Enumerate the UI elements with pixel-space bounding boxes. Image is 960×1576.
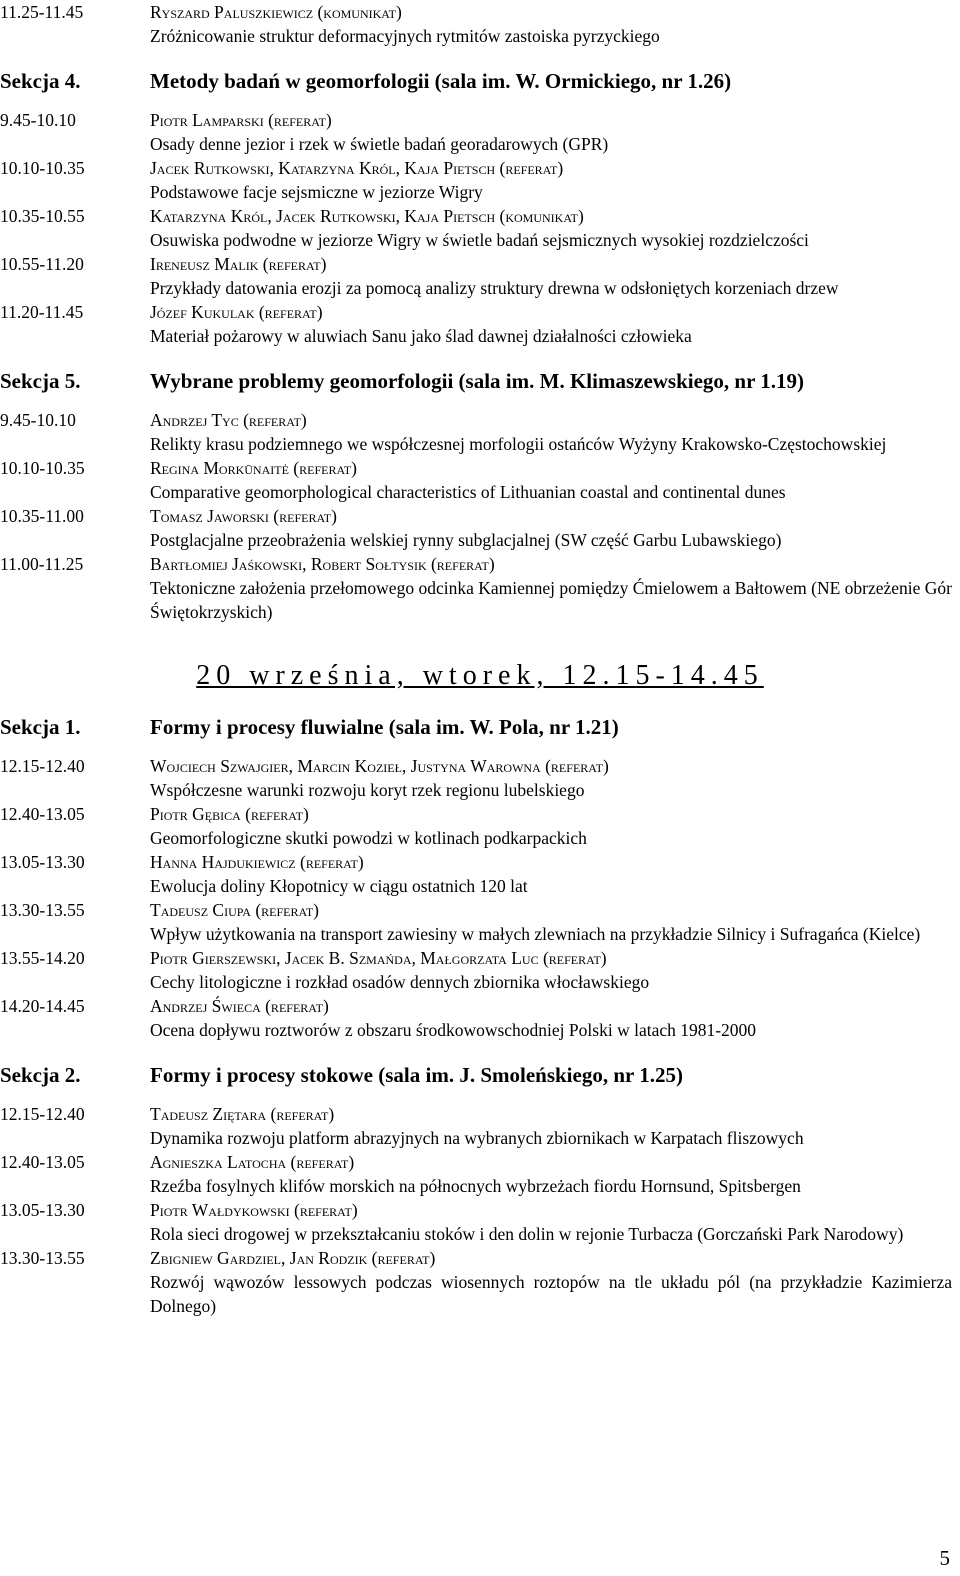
entry-title: Współczesne warunki rozwoju koryt rzek regionu lubelskiego bbox=[150, 780, 585, 800]
section-number: Sekcja 5. bbox=[0, 369, 81, 393]
entry-time: 13.05-13.30 bbox=[0, 1200, 85, 1220]
program-entry bbox=[0, 0, 960, 48]
section-number: Sekcja 4. bbox=[0, 69, 81, 93]
section-name: Metody badań w geomorfologii (sala im. W. Ormickiego, nr 1.26) bbox=[150, 69, 732, 93]
block-2 bbox=[0, 366, 960, 624]
entry-author: Katarzyna Król, Jacek Rutkowski, Kaja Pietsch (komunikat) bbox=[150, 206, 584, 226]
entry-author: Jacek Rutkowski, Katarzyna Król, Kaja Pietsch (referat) bbox=[150, 158, 564, 178]
entry-title: Postglacjalne przeobrażenia welskiej rynny subglacjalnej (SW część Garbu Lubawskiego) bbox=[150, 530, 782, 550]
entry-author: Tadeusz Ciupa (referat) bbox=[150, 900, 320, 920]
entry-time: 9.45-10.10 bbox=[0, 110, 76, 130]
entry-title: Materiał pożarowy w aluwiach Sanu jako ślad dawnej działalności człowieka bbox=[150, 326, 692, 346]
program-entry bbox=[0, 204, 960, 252]
block-4 bbox=[0, 1060, 960, 1318]
entry-author: Tadeusz Ziętara (referat) bbox=[150, 1104, 335, 1124]
entry-time: 10.35-10.55 bbox=[0, 206, 85, 226]
day-header-text: 20 września, wtorek, 12.15-14.45 bbox=[196, 660, 764, 691]
entry-time: 11.20-11.45 bbox=[0, 302, 84, 322]
entry-author: Andrzej Tyc (referat) bbox=[150, 410, 307, 430]
entry-time: 12.15-12.40 bbox=[0, 1104, 85, 1124]
entry-time: 14.20-14.45 bbox=[0, 996, 85, 1016]
entry-time: 9.45-10.10 bbox=[0, 410, 76, 430]
entry-title: Osuwiska podwodne w jeziorze Wigry w świetle badań sejsmicznych wysokiej rozdzielczości bbox=[150, 230, 809, 250]
program-entry bbox=[0, 946, 960, 994]
program-entry bbox=[0, 1198, 960, 1246]
entry-author: Piotr Gierszewski, Jacek B. Szmańda, Małgorzata Luc (referat) bbox=[150, 948, 607, 968]
section-name: Formy i procesy stokowe (sala im. J. Smoleńskiego, nr 1.25) bbox=[150, 1063, 683, 1087]
entry-author: Hanna Hajdukiewicz (referat) bbox=[150, 852, 364, 872]
entry-title: Podstawowe facje sejsmiczne w jeziorze Wigry bbox=[150, 182, 483, 202]
entry-time: 12.15-12.40 bbox=[0, 756, 85, 776]
program-entry bbox=[0, 504, 960, 552]
program-entry bbox=[0, 898, 960, 946]
entry-time: 12.40-13.05 bbox=[0, 804, 85, 824]
entry-title: Ocena dopływu roztworów z obszaru środkowowschodniej Polski w latach 1981-2000 bbox=[150, 1020, 757, 1040]
entry-author: Andrzej Świeca (referat) bbox=[150, 996, 329, 1016]
program-entry bbox=[0, 108, 960, 156]
entry-time: 10.10-10.35 bbox=[0, 458, 85, 478]
entry-author: Regina Morkūnaitė (referat) bbox=[150, 458, 357, 478]
entry-title: Zróżnicowanie struktur deformacyjnych rytmitów zastoiska pyrzyckiego bbox=[150, 26, 660, 46]
program-entry bbox=[0, 754, 960, 802]
entry-title: Geomorfologiczne skutki powodzi w kotlinach podkarpackich bbox=[150, 828, 587, 848]
entry-time: 13.30-13.55 bbox=[0, 900, 85, 920]
entry-time: 10.35-11.00 bbox=[0, 506, 84, 526]
section-number: Sekcja 1. bbox=[0, 715, 81, 739]
entry-author: Bartłomiej Jaśkowski, Robert Sołtysik (referat) bbox=[150, 554, 495, 574]
entry-time: 10.55-11.20 bbox=[0, 254, 84, 274]
entry-title: Osady denne jezior i rzek w świetle badań georadarowych (GPR) bbox=[150, 134, 609, 154]
entry-author: Piotr Gębica (referat) bbox=[150, 804, 309, 824]
entry-time: 13.55-14.20 bbox=[0, 948, 85, 968]
entry-title: Przykłady datowania erozji za pomocą analizy struktury drewna w odsłoniętych korzeniach drzew bbox=[150, 278, 839, 298]
program-entry bbox=[0, 156, 960, 204]
entry-title: Tektoniczne założenia przełomowego odcinka Kamiennej pomiędzy Ćmielowem a Bałtowem (NE obrzeżenie Gór Świętokrzyskich) bbox=[150, 578, 953, 622]
entry-time: 13.05-13.30 bbox=[0, 852, 85, 872]
program-entry bbox=[0, 408, 960, 456]
program-entry bbox=[0, 994, 960, 1042]
entry-author: Ireneusz Malik (referat) bbox=[150, 254, 327, 274]
entry-author: Ryszard Paluszkiewicz (komunikat) bbox=[150, 2, 402, 22]
program-entry bbox=[0, 1102, 960, 1150]
entry-title: Ewolucja doliny Kłopotnicy w ciągu ostatnich 120 lat bbox=[150, 876, 528, 896]
program-entry bbox=[0, 1246, 960, 1318]
program-entry bbox=[0, 802, 960, 850]
section-number: Sekcja 2. bbox=[0, 1063, 81, 1087]
entry-title: Rola sieci drogowej w przekształcaniu stoków i den dolin w rejonie Turbacza (Gorczański Park Narodowy) bbox=[150, 1224, 904, 1244]
program-entry bbox=[0, 252, 960, 300]
entry-author: Piotr Wałdykowski (referat) bbox=[150, 1200, 358, 1220]
entry-author: Józef Kukulak (referat) bbox=[150, 302, 323, 322]
entry-time: 11.25-11.45 bbox=[0, 2, 84, 22]
entry-author: Wojciech Szwajgier, Marcin Kozieł, Justyna Warowna (referat) bbox=[150, 756, 609, 776]
entry-author: Tomasz Jaworski (referat) bbox=[150, 506, 337, 526]
program-entry bbox=[0, 850, 960, 898]
block-0 bbox=[0, 0, 960, 48]
entry-title: Dynamika rozwoju platform abrazyjnych na wybranych zbiornikach w Karpatach fliszowych bbox=[150, 1128, 804, 1148]
section-name: Wybrane problemy geomorfologii (sala im. M. Klimaszewskiego, nr 1.19) bbox=[150, 369, 805, 393]
section-heading bbox=[0, 66, 960, 96]
entry-title: Rzeźba fosylnych klifów morskich na północnych wybrzeżach fiordu Hornsund, Spitsbergen bbox=[150, 1176, 801, 1196]
block-3 bbox=[0, 712, 960, 1042]
program-entry bbox=[0, 552, 960, 624]
entry-title: Cechy litologiczne i rozkład osadów dennych zbiornika włocławskiego bbox=[150, 972, 650, 992]
entry-time: 10.10-10.35 bbox=[0, 158, 85, 178]
program-entry bbox=[0, 1150, 960, 1198]
section-name: Formy i procesy fluwialne (sala im. W. Pola, nr 1.21) bbox=[150, 715, 619, 739]
program-entry bbox=[0, 300, 960, 348]
entry-author: Zbigniew Gardziel, Jan Rodzik (referat) bbox=[150, 1248, 436, 1268]
section-heading bbox=[0, 712, 960, 742]
entry-title: Rozwój wąwozów lessowych podczas wiosennych roztopów na tle układu pól (na przykładzie Kazimierza Dolnego) bbox=[150, 1272, 952, 1316]
entry-author: Piotr Lamparski (referat) bbox=[150, 110, 332, 130]
day-header bbox=[0, 658, 960, 694]
page-number: 5 bbox=[939, 1546, 950, 1570]
entry-time: 12.40-13.05 bbox=[0, 1152, 85, 1172]
section-heading bbox=[0, 1060, 960, 1090]
entry-title: Relikty krasu podziemnego we współczesnej morfologii ostańców Wyżyny Krakowsko-Częstochowskiej bbox=[150, 434, 887, 454]
entry-time: 11.00-11.25 bbox=[0, 554, 84, 574]
entry-title: Comparative geomorphological characteristics of Lithuanian coastal and continental dunes bbox=[150, 482, 786, 502]
program-entry bbox=[0, 456, 960, 504]
section-heading bbox=[0, 366, 960, 396]
entry-time: 13.30-13.55 bbox=[0, 1248, 85, 1268]
entry-title: Wpływ użytkowania na transport zawiesiny w małych zlewniach na przykładzie Silnicy i Sufragańca (Kielce) bbox=[150, 924, 921, 944]
block-1 bbox=[0, 66, 960, 348]
entry-author: Agnieszka Latocha (referat) bbox=[150, 1152, 355, 1172]
